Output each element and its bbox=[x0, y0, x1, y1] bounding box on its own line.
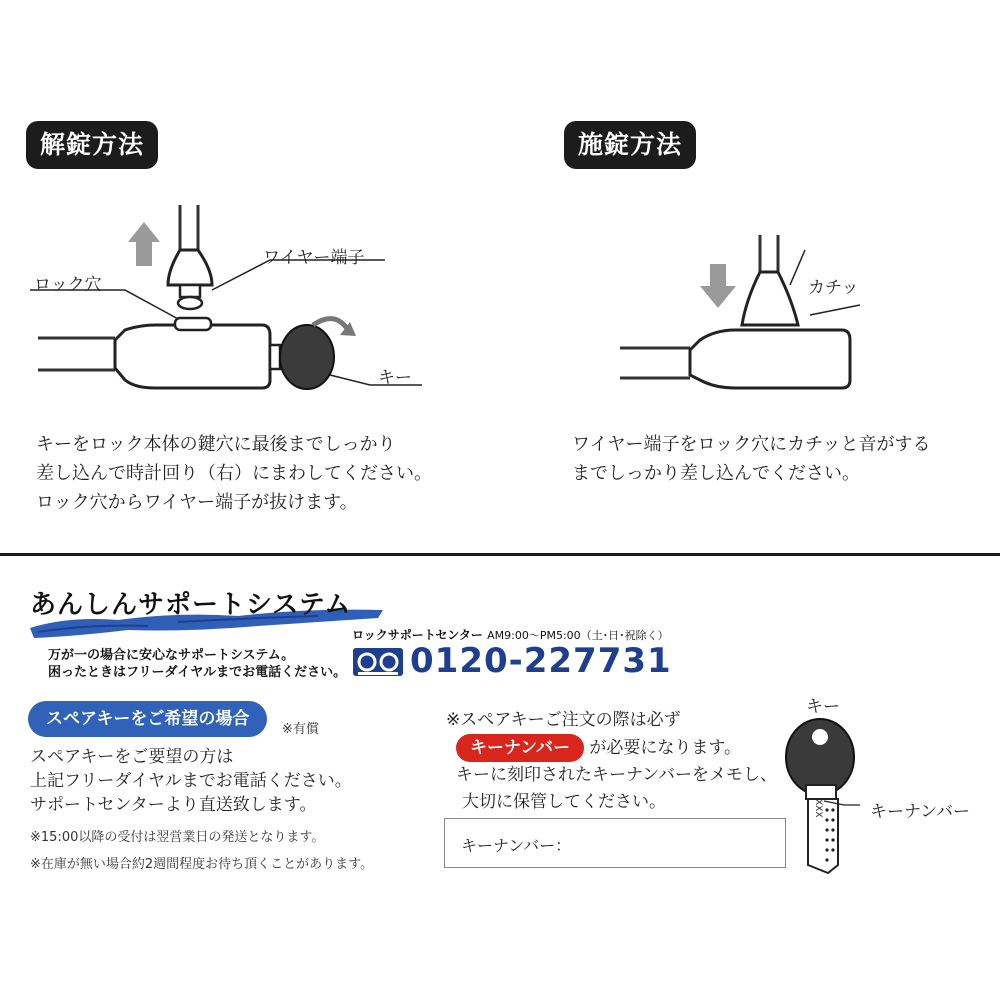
unlock-line-1: キーをロック本体の鍵穴に最後までしっかり bbox=[36, 434, 396, 455]
spare-key-badge: スペアキーをご希望の場合 bbox=[28, 701, 267, 737]
lock-diagram bbox=[620, 230, 880, 400]
down-arrow-icon bbox=[700, 264, 736, 308]
key-icon bbox=[280, 325, 334, 389]
key-illustration-label: キー bbox=[806, 697, 840, 717]
lock-heading: 施錠方法 bbox=[564, 121, 696, 169]
click-sound-label: カチッ bbox=[808, 278, 859, 298]
unlock-heading: 解錠方法 bbox=[26, 121, 158, 169]
section-divider bbox=[0, 553, 1000, 556]
key-label: キー bbox=[378, 368, 412, 388]
support-sub-1: 万が一の場合に安心なサポートシステム。 bbox=[48, 648, 295, 663]
unlock-diagram bbox=[30, 190, 430, 410]
key-number-field[interactable] bbox=[444, 818, 786, 868]
support-center-name: ロックサポートセンター bbox=[352, 628, 483, 642]
spare-key-text bbox=[30, 745, 352, 817]
unlock-line-3: ロック穴からワイヤー端子が抜けます。 bbox=[36, 492, 358, 513]
order-line-1: ※スペアキーご注文の際は必ず bbox=[446, 710, 681, 730]
spare-line-2: 上記フリーダイヤルまでお電話ください。 bbox=[30, 771, 352, 791]
order-line-2 bbox=[456, 734, 741, 762]
up-arrow-icon bbox=[128, 222, 160, 266]
unlock-instructions bbox=[36, 430, 432, 517]
support-sub-2: 困ったときはフリーダイヤルまでお電話ください。 bbox=[48, 665, 347, 680]
order-line-3: キーに刻印されたキーナンバーをメモし、 bbox=[456, 765, 777, 785]
lock-hole-label: ロック穴 bbox=[34, 275, 102, 295]
spare-line-3: サポートセンターより直送致します。 bbox=[30, 795, 317, 815]
unlock-line-2: 差し込んで時計回り（右）にまわしてください。 bbox=[36, 463, 432, 484]
lock-instructions bbox=[572, 430, 931, 488]
paid-note: ※有償 bbox=[282, 722, 319, 737]
order-line-2-suffix: が必要になります。 bbox=[589, 738, 742, 758]
wire-terminal-label: ワイヤー端子 bbox=[263, 248, 365, 268]
lock-line-2: までしっかり差し込んでください。 bbox=[572, 463, 860, 484]
spare-line-1: スペアキーをご要望の方は bbox=[30, 747, 234, 767]
key-number-field-label: キーナンバー： bbox=[461, 836, 572, 855]
key-engraving: XXX bbox=[813, 799, 823, 818]
lock-line-1: ワイヤー端子をロック穴にカチッと音がする bbox=[572, 434, 931, 455]
spare-key-icon bbox=[786, 719, 854, 873]
fine-note-1: ※15:00以降の受付は翌営業日の発送となります。 bbox=[30, 830, 325, 845]
fine-note-2: ※在庫が無い場合約2週間程度お待ち頂くことがあります。 bbox=[30, 857, 374, 872]
support-title: あんしんサポートシステム bbox=[30, 590, 352, 620]
order-line-4: 大切に保管してください。 bbox=[462, 792, 666, 812]
free-dial-icon bbox=[352, 647, 404, 677]
phone-number[interactable]: 0120-227731 bbox=[410, 641, 672, 681]
key-number-badge: キーナンバー bbox=[456, 734, 584, 762]
support-center-hours: AM9:00～PM5:00（土･日･祝除く） bbox=[487, 629, 669, 642]
key-illustration bbox=[780, 715, 860, 875]
key-number-pointer-label: キーナンバー bbox=[870, 802, 970, 822]
